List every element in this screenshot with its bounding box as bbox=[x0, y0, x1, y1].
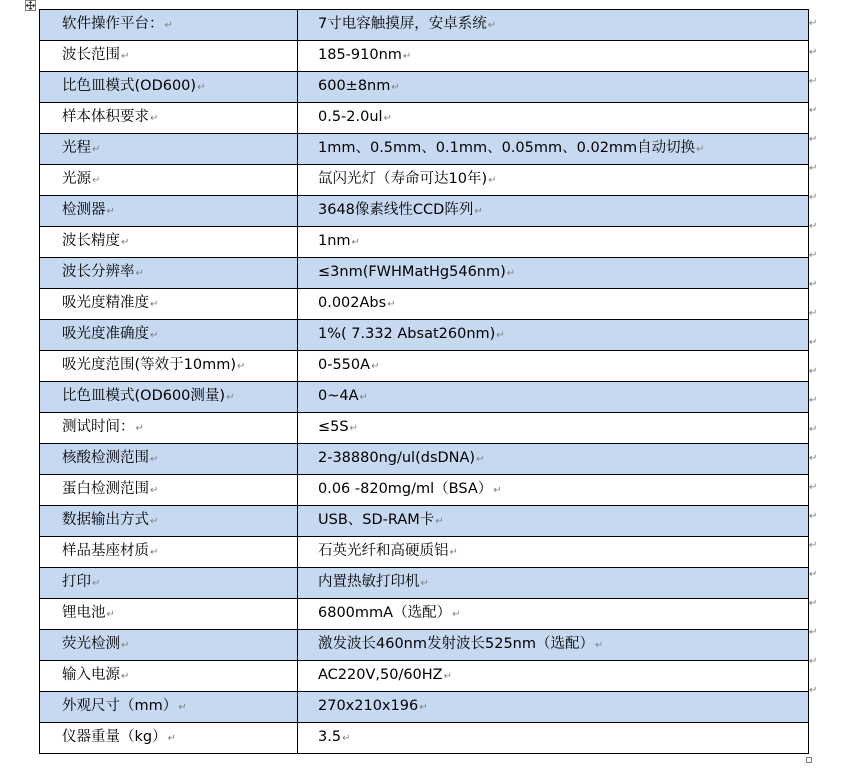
spec-value-cell[interactable] bbox=[298, 692, 809, 723]
spec-label: 波长分辨率 bbox=[62, 264, 135, 280]
spec-label: 波长精度 bbox=[62, 233, 120, 249]
spec-value-cell[interactable] bbox=[298, 10, 809, 41]
paragraph-mark-icon: ↵ bbox=[167, 733, 176, 744]
table-row bbox=[40, 289, 809, 320]
row-end-mark-icon: ↵ bbox=[809, 337, 818, 348]
spec-label-cell[interactable] bbox=[40, 10, 298, 41]
spec-label-cell[interactable] bbox=[40, 475, 298, 506]
paragraph-mark-icon: ↵ bbox=[150, 547, 159, 558]
paragraph-mark-icon: ↵ bbox=[594, 640, 604, 651]
spec-label-cell[interactable] bbox=[40, 289, 298, 320]
spec-label-cell[interactable] bbox=[40, 41, 298, 72]
paragraph-mark-icon: ↵ bbox=[106, 609, 115, 620]
table-row bbox=[40, 41, 809, 72]
spec-label-cell[interactable] bbox=[40, 537, 298, 568]
table-row bbox=[40, 382, 809, 413]
spec-label: 样品基座材质 bbox=[62, 543, 149, 559]
spec-label: 比色皿模式(OD600测量) bbox=[62, 388, 226, 404]
paragraph-mark-icon: ↵ bbox=[164, 20, 173, 31]
spec-value-cell[interactable] bbox=[298, 103, 809, 134]
paragraph-mark-icon: ↵ bbox=[496, 330, 505, 341]
spec-value: 3.5 bbox=[318, 729, 342, 745]
spec-label-cell[interactable] bbox=[40, 320, 298, 351]
spec-label: 吸光度范围(等效于10mm) bbox=[62, 357, 237, 373]
spec-value-cell[interactable] bbox=[298, 661, 809, 692]
spec-label-cell[interactable] bbox=[40, 227, 298, 258]
spec-value-cell[interactable] bbox=[298, 475, 809, 506]
row-end-mark-icon: ↵ bbox=[809, 47, 818, 58]
spec-value: 氙闪光灯（寿命可达10年) bbox=[318, 171, 488, 187]
paragraph-mark-icon: ↵ bbox=[383, 113, 392, 124]
row-end-mark-icon: ↵ bbox=[809, 656, 818, 667]
table-row bbox=[40, 227, 809, 258]
table-row bbox=[40, 475, 809, 506]
spec-table bbox=[39, 9, 809, 754]
row-end-mark-icon: ↵ bbox=[809, 279, 818, 290]
spec-label: 荧光检测 bbox=[62, 636, 120, 652]
spec-label-cell[interactable] bbox=[40, 134, 298, 165]
spec-value-cell[interactable] bbox=[298, 134, 809, 165]
row-end-mark-icon: ↵ bbox=[809, 105, 818, 116]
spec-label: 打印 bbox=[62, 574, 91, 590]
row-end-mark-icon: ↵ bbox=[809, 511, 818, 522]
paragraph-mark-icon: ↵ bbox=[150, 330, 159, 341]
row-end-mark-icon: ↵ bbox=[809, 366, 818, 377]
row-end-mark-icon: ↵ bbox=[809, 453, 818, 464]
paragraph-mark-icon: ↵ bbox=[443, 671, 453, 682]
spec-value: ≤5S bbox=[318, 419, 349, 435]
spec-label-cell[interactable] bbox=[40, 630, 298, 661]
spec-label-cell[interactable] bbox=[40, 568, 298, 599]
paragraph-mark-icon: ↵ bbox=[349, 423, 358, 434]
spec-label-cell[interactable] bbox=[40, 72, 298, 103]
spec-label-cell[interactable] bbox=[40, 351, 298, 382]
spec-label: 检测器 bbox=[62, 202, 106, 218]
paragraph-mark-icon: ↵ bbox=[419, 702, 428, 713]
paragraph-mark-icon: ↵ bbox=[506, 268, 516, 279]
paragraph-mark-icon: ↵ bbox=[150, 299, 159, 310]
spec-value-cell[interactable] bbox=[298, 165, 809, 196]
table-move-handle[interactable] bbox=[25, 0, 36, 11]
paragraph-mark-icon: ↵ bbox=[226, 392, 235, 403]
spec-value-cell[interactable] bbox=[298, 723, 809, 754]
spec-label: 蛋白检测范围 bbox=[62, 481, 149, 497]
spec-value: 0~4A bbox=[318, 388, 359, 404]
spec-label-cell[interactable] bbox=[40, 258, 298, 289]
table-row bbox=[40, 537, 809, 568]
paragraph-mark-icon: ↵ bbox=[121, 237, 130, 248]
spec-value: 270x210x196 bbox=[318, 698, 419, 714]
spec-label-cell[interactable] bbox=[40, 413, 298, 444]
spec-value: 1mm、0.5mm、0.1mm、0.05mm、0.02mm自动切换 bbox=[318, 140, 696, 156]
paragraph-mark-icon: ↵ bbox=[488, 175, 497, 186]
paragraph-mark-icon: ↵ bbox=[452, 609, 461, 620]
spec-value: 7寸电容触摸屏，安卓系统 bbox=[318, 16, 487, 32]
spec-label: 比色皿模式(OD600) bbox=[62, 78, 197, 94]
spec-label-cell[interactable] bbox=[40, 599, 298, 630]
table-row bbox=[40, 10, 809, 41]
spec-value-cell[interactable] bbox=[298, 351, 809, 382]
paragraph-mark-icon: ↵ bbox=[135, 268, 144, 279]
paragraph-mark-icon: ↵ bbox=[387, 299, 396, 310]
paragraph-mark-icon: ↵ bbox=[342, 733, 351, 744]
paragraph-mark-icon: ↵ bbox=[150, 516, 159, 527]
spec-value: 0-550A bbox=[318, 357, 371, 373]
row-end-mark-icon: ↵ bbox=[809, 685, 818, 696]
spec-value-cell[interactable] bbox=[298, 568, 809, 599]
row-end-mark-icon: ↵ bbox=[809, 18, 818, 29]
spec-value-cell[interactable] bbox=[298, 258, 809, 289]
paragraph-mark-icon: ↵ bbox=[420, 578, 429, 589]
row-end-mark-icon: ↵ bbox=[809, 134, 818, 145]
table-row bbox=[40, 692, 809, 723]
paragraph-mark-icon: ↵ bbox=[435, 516, 444, 527]
spec-label-cell[interactable] bbox=[40, 165, 298, 196]
paragraph-mark-icon: ↵ bbox=[487, 20, 497, 31]
paragraph-mark-icon: ↵ bbox=[391, 82, 400, 93]
spec-label-cell[interactable] bbox=[40, 506, 298, 537]
row-end-mark-icon: ↵ bbox=[809, 627, 818, 638]
spec-value: 3648像素线性CCD阵列 bbox=[318, 202, 474, 218]
spec-label-cell[interactable] bbox=[40, 723, 298, 754]
paragraph-mark-icon: ↵ bbox=[150, 113, 159, 124]
paragraph-mark-icon: ↵ bbox=[474, 206, 483, 217]
spec-value: 石英光纤和高硬质铝 bbox=[318, 543, 449, 559]
spec-value-cell[interactable] bbox=[298, 630, 809, 661]
spec-value: 0.06 -820mg/ml（BSA） bbox=[318, 481, 493, 497]
spec-value: 1nm bbox=[318, 233, 351, 249]
spec-label: 吸光度准确度 bbox=[62, 326, 149, 342]
spec-value-cell[interactable] bbox=[298, 537, 809, 568]
paragraph-mark-icon: ↵ bbox=[150, 485, 159, 496]
table-row bbox=[40, 351, 809, 382]
spec-label-cell[interactable] bbox=[40, 661, 298, 692]
spec-label: 数据输出方式 bbox=[62, 512, 149, 528]
spec-value-cell[interactable] bbox=[298, 196, 809, 227]
paragraph-mark-icon: ↵ bbox=[449, 547, 458, 558]
spec-label: 锂电池 bbox=[62, 605, 106, 621]
paragraph-mark-icon: ↵ bbox=[150, 454, 159, 465]
spec-value: USB、SD-RAM卡 bbox=[318, 512, 435, 528]
paragraph-mark-icon: ↵ bbox=[696, 144, 705, 155]
paragraph-mark-icon: ↵ bbox=[197, 82, 206, 93]
table-row bbox=[40, 568, 809, 599]
table-row bbox=[40, 196, 809, 227]
paragraph-mark-icon: ↵ bbox=[178, 702, 187, 713]
spec-value-cell[interactable] bbox=[298, 41, 809, 72]
paragraph-mark-icon: ↵ bbox=[92, 578, 101, 589]
table-row bbox=[40, 134, 809, 165]
spec-value: 600±8nm bbox=[318, 78, 391, 94]
paragraph-mark-icon: ↵ bbox=[135, 423, 144, 434]
table-row bbox=[40, 413, 809, 444]
table-row bbox=[40, 723, 809, 754]
paragraph-mark-icon: ↵ bbox=[121, 51, 130, 62]
spec-table-body bbox=[40, 10, 809, 754]
row-end-mark-icon: ↵ bbox=[809, 76, 818, 87]
spec-value: 2-38880ng/ul(dsDNA) bbox=[318, 450, 476, 466]
spec-label: 测试时间： bbox=[62, 419, 135, 435]
paragraph-mark-icon: ↵ bbox=[351, 237, 360, 248]
row-end-mark-icon: ↵ bbox=[809, 395, 818, 406]
spec-value-cell[interactable] bbox=[298, 444, 809, 475]
spec-value-cell[interactable] bbox=[298, 72, 809, 103]
spec-label-cell[interactable] bbox=[40, 382, 298, 413]
spec-label: 吸光度精准度 bbox=[62, 295, 149, 311]
row-end-mark-icon: ↵ bbox=[809, 540, 818, 551]
row-end-mark-icon: ↵ bbox=[809, 482, 818, 493]
spec-value-cell[interactable] bbox=[298, 413, 809, 444]
paragraph-mark-icon: ↵ bbox=[493, 485, 502, 496]
row-end-mark-icon: ↵ bbox=[809, 221, 818, 232]
spec-value-cell[interactable] bbox=[298, 289, 809, 320]
spec-label: 外观尺寸（mm） bbox=[62, 698, 178, 714]
paragraph-mark-icon: ↵ bbox=[402, 51, 412, 62]
spec-value-cell[interactable] bbox=[298, 227, 809, 258]
paragraph-mark-icon: ↵ bbox=[121, 640, 130, 651]
spec-value: 激发波长460nm发射波长525nm（选配） bbox=[318, 636, 594, 652]
spec-label: 波长范围 bbox=[62, 47, 120, 63]
paragraph-mark-icon: ↵ bbox=[92, 175, 101, 186]
spec-label: 软件操作平台： bbox=[62, 16, 164, 32]
paragraph-mark-icon: ↵ bbox=[121, 671, 130, 682]
paragraph-mark-icon: ↵ bbox=[371, 361, 380, 372]
table-row bbox=[40, 258, 809, 289]
table-row bbox=[40, 661, 809, 692]
spec-value: ≤3nm(FWHMatHg546nm) bbox=[318, 264, 506, 280]
table-row bbox=[40, 506, 809, 537]
spec-value-cell[interactable] bbox=[298, 506, 809, 537]
table-row bbox=[40, 72, 809, 103]
spec-label: 输入电源 bbox=[62, 667, 120, 683]
spec-label: 样本体积要求 bbox=[62, 109, 149, 125]
spec-value-cell[interactable] bbox=[298, 320, 809, 351]
paragraph-mark-icon: ↵ bbox=[476, 454, 485, 465]
row-end-mark-icon: ↵ bbox=[809, 192, 818, 203]
paragraph-mark-icon: ↵ bbox=[106, 206, 115, 217]
spec-label: 光程 bbox=[62, 140, 91, 156]
row-end-mark-icon: ↵ bbox=[809, 424, 818, 435]
spec-value-cell[interactable] bbox=[298, 599, 809, 630]
spec-value-cell[interactable] bbox=[298, 382, 809, 413]
spec-label-cell[interactable] bbox=[40, 444, 298, 475]
spec-value: 0.5-2.0ul bbox=[318, 109, 383, 125]
row-end-mark-icon: ↵ bbox=[809, 598, 818, 609]
table-row bbox=[40, 320, 809, 351]
table-row bbox=[40, 630, 809, 661]
paragraph-mark-icon: ↵ bbox=[237, 361, 246, 372]
row-end-mark-icon: ↵ bbox=[809, 163, 818, 174]
spec-label-cell[interactable] bbox=[40, 196, 298, 227]
paragraph-mark-icon: ↵ bbox=[359, 392, 368, 403]
row-end-mark-icon: ↵ bbox=[809, 308, 818, 319]
spec-label-cell[interactable] bbox=[40, 103, 298, 134]
spec-value: 内置热敏打印机 bbox=[318, 574, 420, 590]
move-arrows-icon bbox=[26, 1, 35, 10]
table-row bbox=[40, 599, 809, 630]
spec-label: 光源 bbox=[62, 171, 91, 187]
table-resize-handle[interactable] bbox=[806, 757, 812, 763]
spec-value: 6800mmA（选配） bbox=[318, 605, 452, 621]
spec-label: 仪器重量（kg） bbox=[62, 729, 167, 745]
row-end-mark-icon: ↵ bbox=[809, 569, 818, 580]
row-end-mark-icon: ↵ bbox=[809, 250, 818, 261]
spec-value: 185-910nm bbox=[318, 47, 402, 63]
table-row bbox=[40, 165, 809, 196]
spec-value: 0.002Abs bbox=[318, 295, 387, 311]
spec-label-cell[interactable] bbox=[40, 692, 298, 723]
paragraph-mark-icon: ↵ bbox=[92, 144, 101, 155]
table-row bbox=[40, 444, 809, 475]
table-row bbox=[40, 103, 809, 134]
spec-label: 核酸检测范围 bbox=[62, 450, 149, 466]
spec-value: AC220V,50/60HZ bbox=[318, 667, 443, 683]
spec-value: 1%( 7.332 Absat260nm) bbox=[318, 326, 496, 342]
